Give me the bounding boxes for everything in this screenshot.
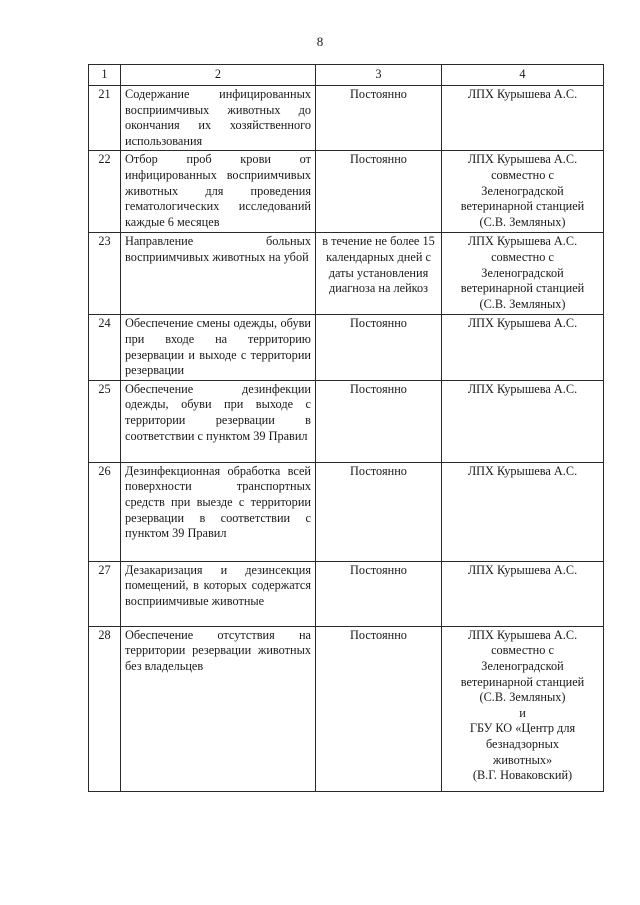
row-number: 21 xyxy=(89,86,121,151)
row-action: Направление больных восприимчивых животных на убой xyxy=(121,233,316,315)
table-row xyxy=(89,380,604,462)
row-period: Постоянно xyxy=(316,380,442,462)
responsible-line: (В.Г. Новаковский) xyxy=(472,768,573,783)
row-period: Постоянно xyxy=(316,462,442,561)
row-action: Обеспечение отсутствия на территории резервации животных без владельцев xyxy=(121,626,316,791)
header-col-3: 3 xyxy=(316,65,442,86)
row-responsible xyxy=(442,462,604,561)
responsible-line: безнадзорных xyxy=(485,736,560,751)
header-row xyxy=(89,65,604,86)
responsible-line: ветеринарной станцией xyxy=(460,674,585,689)
row-number: 23 xyxy=(89,233,121,315)
row-action: Обеспечение дезинфекции одежды, обуви при выходе с территории резервации в соответствии с пунктом 39 Правил xyxy=(121,380,316,462)
row-number: 26 xyxy=(89,462,121,561)
table-row xyxy=(89,233,604,315)
responsible-line: (С.В. Земляных) xyxy=(479,214,566,229)
responsible-line: ветеринарной станцией xyxy=(460,199,585,214)
row-number: 25 xyxy=(89,380,121,462)
row-responsible xyxy=(442,233,604,315)
table-row xyxy=(89,86,604,151)
responsible-line: ЛПХ Курышева А.С. xyxy=(467,87,578,101)
row-action: Обеспечение смены одежды, обуви при входе на территорию резервации и выходе с территории резервации xyxy=(121,315,316,380)
responsible-line: (С.В. Земляных) xyxy=(479,690,566,705)
table-row xyxy=(89,315,604,380)
responsible-line: совместно с xyxy=(491,643,554,658)
row-responsible xyxy=(442,380,604,462)
row-period: Постоянно xyxy=(316,626,442,791)
responsible-line: совместно с xyxy=(491,249,554,264)
responsible-line: (С.В. Земляных) xyxy=(479,296,566,311)
row-period: Постоянно xyxy=(316,86,442,151)
row-period: Постоянно xyxy=(316,315,442,380)
row-number: 27 xyxy=(89,561,121,626)
responsible-line: Зеленоградской xyxy=(481,265,564,280)
row-number: 28 xyxy=(89,626,121,791)
responsible-line: совместно с xyxy=(491,167,554,182)
responsible-line: Зеленоградской xyxy=(481,658,564,673)
row-responsible xyxy=(442,151,604,233)
row-responsible xyxy=(442,86,604,151)
row-action: Отбор проб крови от инфицированных восприимчивых животных для проведения гематологических исследований каждые 6 месяцев xyxy=(121,151,316,233)
row-responsible xyxy=(442,626,604,791)
table-row xyxy=(89,561,604,626)
responsible-line: Зеленоградской xyxy=(481,183,564,198)
responsible-line: ЛПХ Курышева А.С. xyxy=(467,463,578,478)
row-action: Содержание инфицированных восприимчивых животных до окончания их хозяйственного использования xyxy=(121,86,316,151)
responsible-line: ЛПХ Курышева А.С. xyxy=(467,152,578,167)
table-row xyxy=(89,626,604,791)
table-row xyxy=(89,462,604,561)
responsible-line: ЛПХ Курышева А.С. xyxy=(467,234,578,249)
header-col-2: 2 xyxy=(121,65,316,86)
responsible-line: ЛПХ Курышева А.С. xyxy=(467,381,578,396)
responsible-line: ЛПХ Курышева А.С. xyxy=(467,316,578,331)
row-responsible xyxy=(442,315,604,380)
responsible-line: животных» xyxy=(492,752,553,767)
row-action: Дезинфекционная обработка всей поверхности транспортных средств при выезде с территории резервации в соответствии с пунктом 39 Правил xyxy=(121,462,316,561)
responsible-line: ЛПХ Курышева А.С. xyxy=(467,562,578,577)
table-row xyxy=(89,151,604,233)
header-col-4: 4 xyxy=(442,65,604,86)
row-number: 22 xyxy=(89,151,121,233)
responsible-line: ветеринарной станцией xyxy=(460,281,585,296)
row-responsible xyxy=(442,561,604,626)
measures-table xyxy=(88,64,604,792)
page-number: 8 xyxy=(316,34,324,49)
responsible-line: ГБУ КО «Центр для xyxy=(469,721,576,736)
row-period: в течение не более 15 календарных дней с даты установления диагноза на лейкоз xyxy=(316,233,442,315)
row-action: Дезакаризация и дезинсекция помещений, в которых содержатся восприимчивые животные xyxy=(121,561,316,626)
row-period: Постоянно xyxy=(316,561,442,626)
row-number: 24 xyxy=(89,315,121,380)
responsible-line: и xyxy=(519,705,526,720)
header-col-1: 1 xyxy=(89,65,121,86)
row-period: Постоянно xyxy=(316,151,442,233)
responsible-line: ЛПХ Курышева А.С. xyxy=(467,627,578,642)
